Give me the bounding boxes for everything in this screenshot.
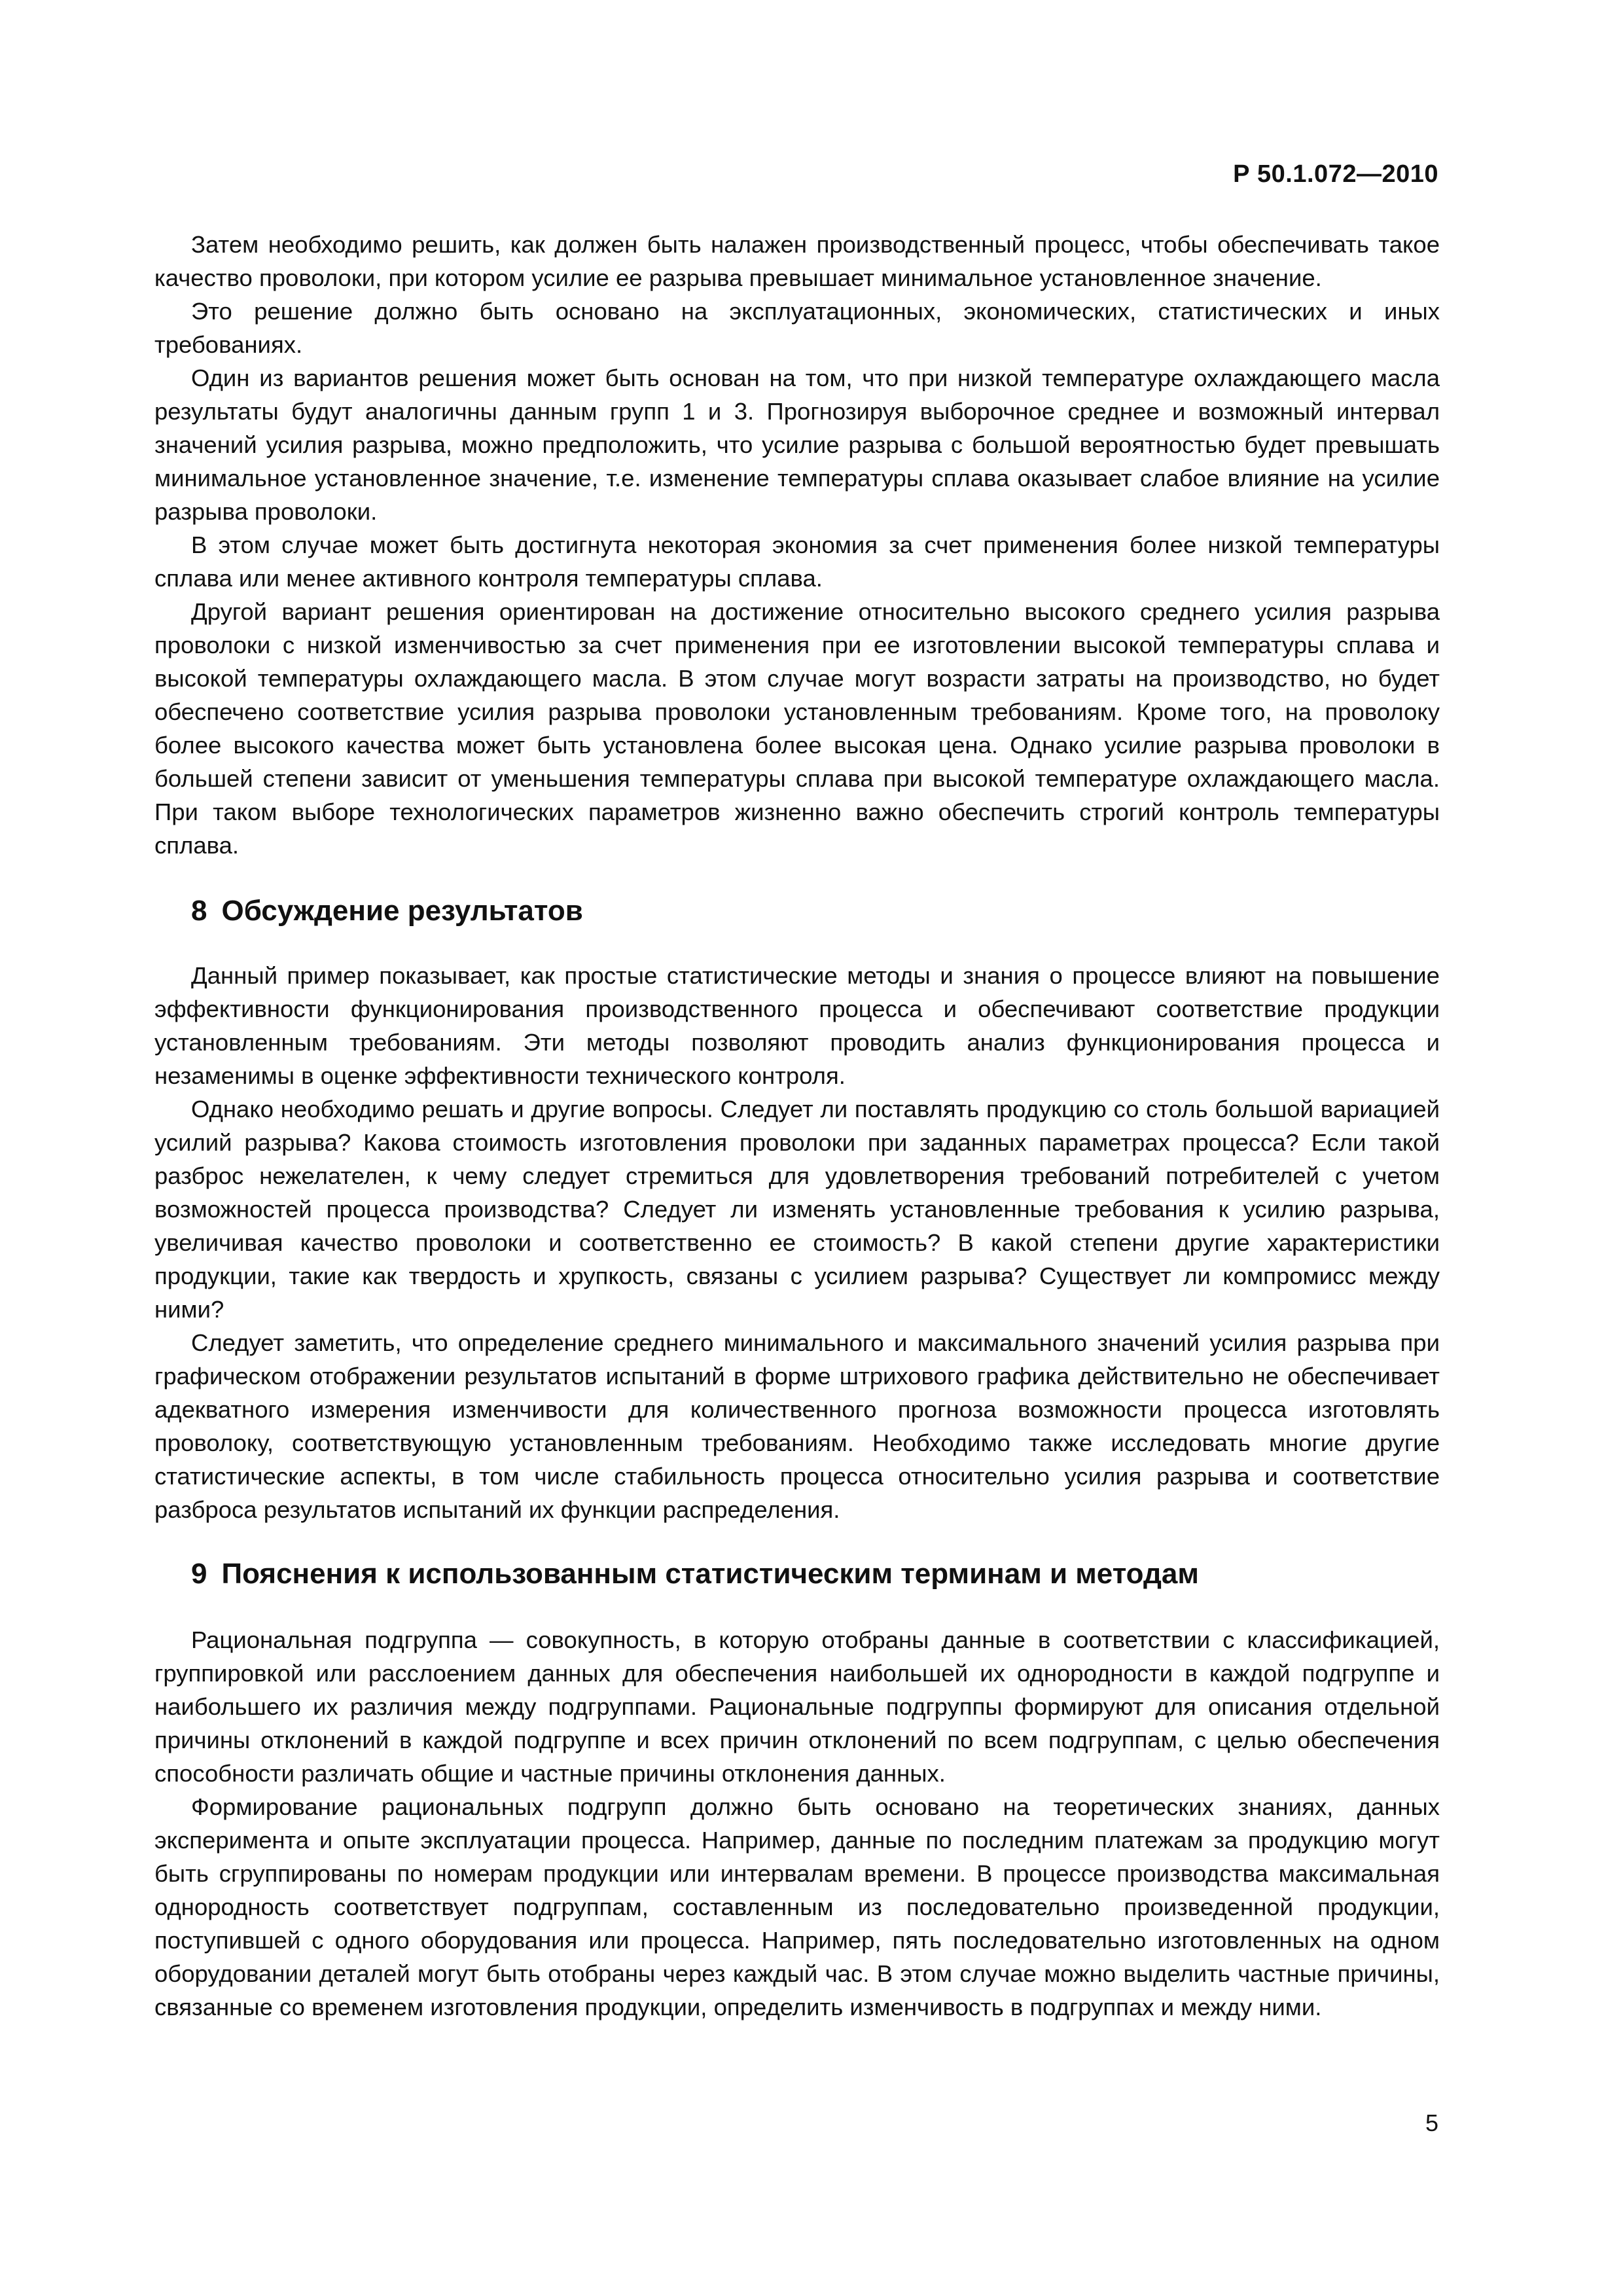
page-content [154, 228, 1440, 2024]
document-code-header: Р 50.1.072—2010 [1233, 160, 1438, 188]
paragraph: В этом случае может быть достигнута некоторая экономия за счет применения более низкой температуры сплава или менее активного контроля температуры сплава. [154, 531, 1440, 592]
paragraph: Рациональная подгруппа — совокупность, в которую отобраны данные в соответствии с классификацией, группировкой или расслоением данных для обеспечения наибольшей их однородности в каждой подгруппе и наибольшего их различия между подгруппами. Рациональные подгруппы формируют для описания отдельной причины отклонений в каждой подгруппе и всех причин отклонений по всем подгруппам, с целью обеспечения способности различать общие и частные причины отклонения данных. [154, 1626, 1440, 1787]
paragraph: Формирование рациональных подгрупп должно быть основано на теоретических знаниях, данных эксперимента и опыте эксплуатации процесса. Например, данные по последним платежам за продукцию могут быть сгруппированы по номерам продукции или интервалам времени. В процессе производства максимальная однородность соответствует подгруппам, составленным из последовательно произведенной продукции, поступившей с одного оборудования или процесса. Например, пять последовательно изготовленных на одном оборудовании деталей могут быть отобраны через каждый час. В этом случае можно выделить частные причины, связанные со временем изготовления продукции, определить изменчивость в подгруппах и между ними. [154, 1793, 1440, 2020]
section-title: Пояснения к использованным статистическим терминам и методам [221, 1558, 1199, 1590]
section-9-heading [154, 1556, 1440, 1592]
paragraph: Данный пример показывает, как простые статистические методы и знания о процессе влияют на повышение эффективности функционирования производственного процесса и обеспечивают соответствие продукции установленным требованиям. Эти методы позволяют проводить анализ функционирования процесса и незаменимы в оценке эффективности технического контроля. [154, 962, 1440, 1089]
section-title: Обсуждение результатов [221, 895, 583, 927]
paragraph: Однако необходимо решать и другие вопросы. Следует ли поставлять продукцию со столь большой вариацией усилий разрыва? Какова стоимость изготовления проволоки при заданных параметрах процесса? Если такой разброс нежелателен, к чему следует стремиться для удовлетворения требований потребителей с учетом возможностей процесса производства? Следует ли изменять установленные требования к усилию разрыва, увеличивая качество проволоки и соответственно ее стоимость? В какой степени другие характеристики продукции, такие как твердость и хрупкость, связаны с усилием разрыва? Существует ли компромисс между ними? [154, 1096, 1440, 1323]
paragraph: Один из вариантов решения может быть основан на том, что при низкой температуре охлаждающего масла результаты будут аналогичны данным групп 1 и 3. Прогнозируя выборочное среднее и возможный интервал значений усилия разрыва, можно предположить, что усилие разрыва с большой вероятностью будет превышать минимальное установленное значение, т.е. изменение температуры сплава оказывает слабое влияние на усилие разрыва проволоки. [154, 365, 1440, 525]
section-number: 9 [191, 1558, 207, 1590]
paragraph: Затем необходимо решить, как должен быть налажен производственный процесс, чтобы обеспечивать такое качество проволоки, при котором усилие ее разрыва превышает минимальное установленное значение. [154, 231, 1440, 291]
section-number: 8 [191, 895, 207, 927]
paragraph: Другой вариант решения ориентирован на достижение относительно высокого среднего усилия разрыва проволоки с низкой изменчивостью за счет применения при ее изготовлении высокой температуры сплава и высокой температуры охлаждающего масла. В этом случае могут возрасти затраты на производство, но будет обеспечено соответствие усилия разрыва проволоки установленным требованиям. Кроме того, на проволоку более высокого качества может быть установлена более высокая цена. Однако усилие разрыва проволоки в большей степени зависит от уменьшения температуры сплава при высокой температуре охлаждающего масла. При таком выборе технологических параметров жизненно важно обеспечить строгий контроль температуры сплава. [154, 598, 1440, 859]
section-8-heading [154, 893, 1440, 929]
page-number: 5 [1425, 2109, 1438, 2136]
paragraph: Это решение должно быть основано на эксплуатационных, экономических, статистических и иных требованиях. [154, 298, 1440, 358]
paragraph: Следует заметить, что определение среднего минимального и максимального значений усилия разрыва при графическом отображении результатов испытаний в форме штрихового графика действительно не обеспечивает адекватного измерения изменчивости для количественного прогноза возможности процесса изготовлять проволоку, соответствующую установленным требованиям. Необходимо также исследовать многие другие статистические аспекты, в том числе стабильность процесса относительно усилия разрыва и соответствие разброса результатов испытаний их функции распределения. [154, 1329, 1440, 1523]
